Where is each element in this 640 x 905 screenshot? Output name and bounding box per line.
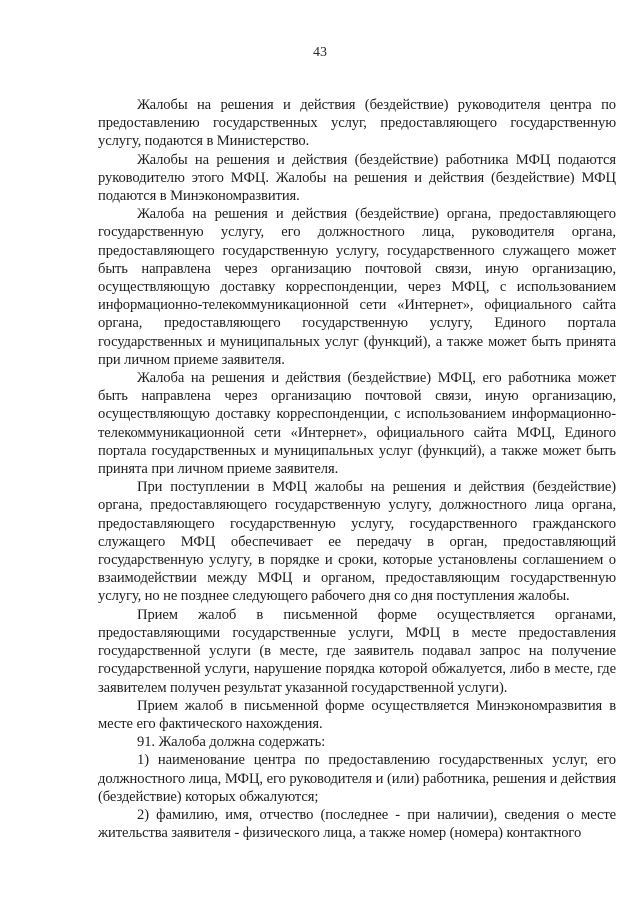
paragraph-9: 1) наименование центра по предоставлению государственных услуг, его должностного лица, МФЦ, его руководителя и (или) работника, решения и действия (бездействие) которых обжалуются; bbox=[98, 752, 616, 805]
paragraph-4: Жалоба на решения и действия (бездействие) МФЦ, его работника может быть направлена через организацию почтовой связи, иную организацию, осуществляющую доставку корреспонденции, с использованием информационно-телекоммуникационной сети «Интернет», официального сайта МФЦ, Единого портала государственных и муниципальных услуг (функций), а также может быть принята при личном приеме заявителя. bbox=[98, 370, 616, 478]
paragraph-8: 91. Жалоба должна содержать: bbox=[137, 734, 326, 751]
paragraph-5: При поступлении в МФЦ жалобы на решения и действия (бездействие) органа, предоставляющего государственную услугу, должностного лица органа, предоставляющего государственную услугу, государственного гражданского служащего МФЦ обеспечивает ее передачу в орган, предоставляющий государственную услугу, в порядке и сроки, которые установлены соглашением о взаимодействии между МФЦ и органом, предоставляющим государственную услугу, но не позднее следующего рабочего дня со дня поступления жалобы. bbox=[98, 479, 616, 605]
paragraph-2: Жалобы на решения и действия (бездействие) работника МФЦ подаются руководителю этого МФЦ. Жалобы на решения и действия (бездействие) МФЦ подаются в Минэкономразвития. bbox=[98, 151, 616, 205]
page-number: 43 bbox=[313, 45, 327, 60]
paragraph-1: Жалобы на решения и действия (бездействие) руководителя центра по предоставлению государственных услуг, предоставляющего государственную услугу, подаются в Министерство. bbox=[98, 97, 616, 150]
paragraph-3: Жалоба на решения и действия (бездействие) органа, предоставляющего государственную услугу, его должностного лица, руководителя органа, предоставляющего государственную услугу, государственного служащего может быть направлена через организацию почтовой связи, иную организацию, осуществляющую доставку корреспонденции, через МФЦ, с использованием информационно-телекоммуникационной сети «Интернет», официального сайта органа, предоставляющего государственную услугу, Единого портала государственных и муниципальных услуг (функций), а также может быть принята при личном приеме заявителя. bbox=[98, 206, 616, 368]
paragraph-6: Прием жалоб в письменной форме осуществляется органами, предоставляющими государственные услуги, МФЦ в месте предоставления государственной услуги (в месте, где заявитель подавал запрос на получение государственной услуги, нарушение порядка которой обжалуется, либо в месте, где заявителем получен результат указанной государственной услуги). bbox=[98, 606, 616, 696]
paragraph-7: Прием жалоб в письменной форме осуществляется Минэкономразвития в месте его фактического нахождения. bbox=[98, 697, 616, 732]
document-body bbox=[98, 96, 616, 842]
paragraph-10: 2) фамилию, имя, отчество (последнее - при наличии), сведения о месте жительства заявителя - физического лица, а также номер (номера) контактного bbox=[98, 806, 616, 842]
